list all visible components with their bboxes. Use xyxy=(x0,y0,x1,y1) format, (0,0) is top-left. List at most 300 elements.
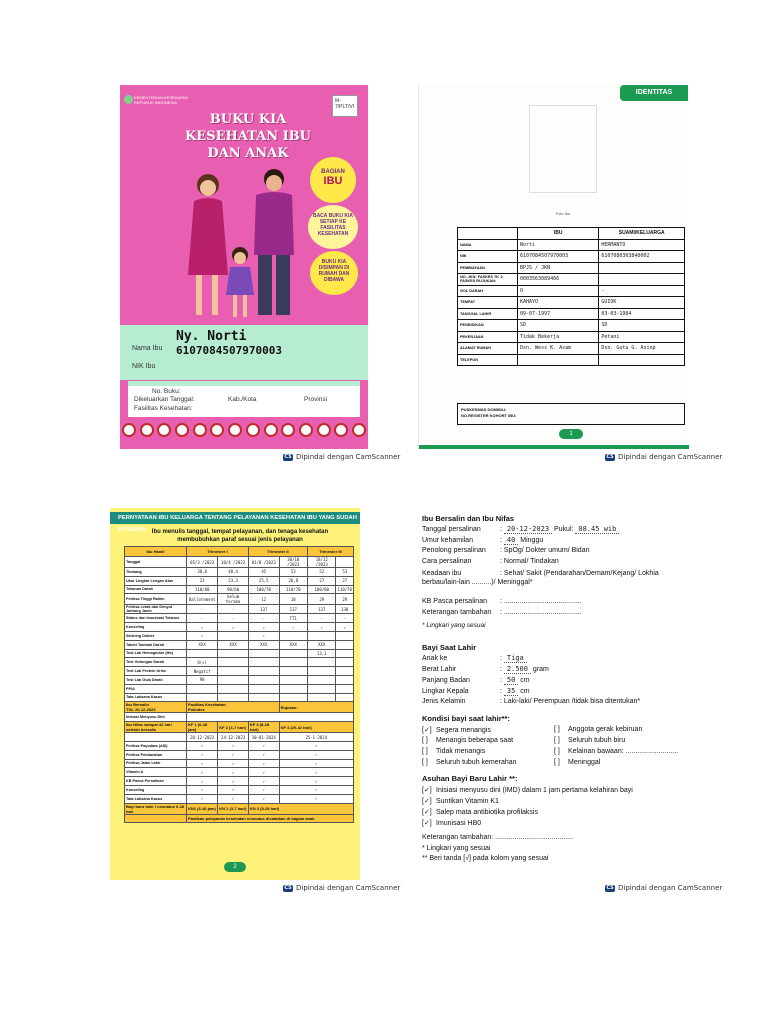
layanan-cell: 40,4 xyxy=(218,568,249,577)
page-number: 1 xyxy=(559,429,583,439)
identity-field: NO. JKN: FASKES TK 1: FASKES RUJUKAN: xyxy=(458,274,518,286)
checkbox-text: Menangis beberapa saat xyxy=(436,737,514,744)
neonatus-head-cell: KN 3 (8-28 hari) xyxy=(248,803,353,814)
bersalin-date: TGL 20-12-2023 xyxy=(126,707,156,713)
layanan-cell: 100/70 xyxy=(248,585,279,594)
layanan-cell: XXX xyxy=(248,640,279,649)
layanan-cell xyxy=(279,693,307,702)
layanan-cell: 18 xyxy=(279,594,307,605)
checkbox-mark: [ ] xyxy=(422,759,428,766)
nifas-check: ✓ xyxy=(187,768,218,777)
anak-value: Tiga xyxy=(504,654,527,663)
nifas-check: ✓ xyxy=(279,785,353,794)
col-field xyxy=(458,228,518,240)
layanan-cell: 138 xyxy=(336,605,354,614)
layanan-intro: Ibu menulis tanggal, tempat pelayanan, dan tenaga kesehatan membubuhkan paraf sesuai jenis pelayanan xyxy=(151,529,329,543)
checkbox-mark: [ ] xyxy=(422,737,428,744)
keterangan2-row: Keterangan tambahan: ........................................ xyxy=(422,834,573,841)
layanan-cell xyxy=(336,631,354,640)
lingkar-row: Lingkar Kepala : 35 cm xyxy=(422,687,530,695)
layanan-cell xyxy=(308,675,336,684)
layanan-row xyxy=(125,557,354,568)
checkbox-text: Kelainan bawaan: ........................... xyxy=(568,748,679,755)
jenis-kelamin-label: Jenis Kelamin xyxy=(422,698,466,705)
layanan-cell xyxy=(279,684,307,693)
nifas-check: ✓ xyxy=(218,741,249,750)
layanan-cell: ✓ xyxy=(248,623,279,632)
register-label: NO.REGISTER KOHORT IBU: xyxy=(461,413,517,418)
identity-field: PEKERJAAN xyxy=(458,331,518,343)
layanan-cell: ✓ xyxy=(279,623,307,632)
nifas-date: 20-12-2023 xyxy=(187,733,218,742)
jenis-kelamin-value: Laki-laki/ Perempuan /tidak bisa ditentukan* xyxy=(503,698,641,705)
mother-nik-value: 6107084507970003 xyxy=(176,344,282,357)
badge-bawa-buku: BUKU KIA DISIMPAN DI RUMAH DAN DIBAWA xyxy=(310,251,358,295)
nifas-date-row xyxy=(125,733,354,742)
rujukan-label: Rujukan: xyxy=(279,702,353,713)
layanan-row xyxy=(125,623,354,632)
layanan-cell: 13,1 xyxy=(308,649,336,658)
camscanner-footer xyxy=(605,884,722,892)
layanan-cell: 110/70 xyxy=(279,585,307,594)
layanan-cell: 01/8 /2023 xyxy=(248,557,279,568)
nifas-date: 10-01-2024 xyxy=(248,733,279,742)
nifas-check: ✓ xyxy=(248,777,279,786)
layanan-row-label: Skrining Dokter xyxy=(125,631,187,640)
nifas-check: ✓ xyxy=(218,768,249,777)
partner-logos xyxy=(122,423,366,437)
nifas-check: ✓ xyxy=(279,794,353,803)
pukul-value: 08.45 wib xyxy=(575,525,619,534)
identity-ibu-value: Norti xyxy=(518,239,599,251)
identity-row xyxy=(458,308,685,320)
kb-row: KB Pasca persalinan : ........................................ xyxy=(422,598,582,605)
camscanner-logo-icon: CS xyxy=(606,453,614,460)
identity-row xyxy=(458,251,685,263)
identity-suami-value xyxy=(599,354,685,366)
identity-suami-value: - xyxy=(599,285,685,297)
layanan-cell: 30/10 /2023 xyxy=(279,557,307,568)
kia-cover-page xyxy=(120,85,368,449)
camscanner-footer xyxy=(283,884,400,892)
layanan-head-cell: Trimester III xyxy=(308,547,354,557)
layanan-cell xyxy=(279,675,307,684)
penolong-row: Penolong persalinan : SpOg/ Dokter umum/ Bidan xyxy=(422,547,590,554)
layanan-cell: - xyxy=(218,614,249,623)
identity-field: TELEPON xyxy=(458,354,518,366)
cover-stamp: M-7/PLT/VI xyxy=(332,95,358,117)
layanan-cell: - xyxy=(308,614,336,623)
nifas-check: ✓ xyxy=(187,777,218,786)
layanan-cell: ✓ xyxy=(187,631,218,640)
kab-kota-label: Kab./Kota xyxy=(228,396,257,403)
lingkar-value: 35 xyxy=(504,687,518,696)
asuhan-title: Asuhan Bayi Baru Lahir **: xyxy=(422,774,518,783)
layanan-cell: ✓ xyxy=(308,623,336,632)
penolong-value: SpOg/ Dokter umum/ Bidan xyxy=(503,547,590,554)
bayi-title: Bayi Saat Lahir xyxy=(422,643,477,652)
cara-row: Cara persalinan : Normal/ Tindakan xyxy=(422,558,559,565)
tanggal-row: Tanggal persalinan : 20-12-2023 Pukul: 08.45 wib xyxy=(422,525,619,533)
identitas-tab: IDENTITAS xyxy=(620,85,688,101)
layanan-cell: 53 xyxy=(336,568,354,577)
checkbox-mark: [ ] xyxy=(554,737,560,744)
layanan-cell: 12 xyxy=(248,594,279,605)
layanan-cell: Negatif xyxy=(187,667,218,676)
partner-logo-icon xyxy=(334,423,348,437)
identity-ibu-value: O xyxy=(518,285,599,297)
neonatus-head-cell: KN1 (6-48 jam) xyxy=(187,803,218,814)
nifas-date-label xyxy=(125,733,187,742)
identity-field: TEMPAT xyxy=(458,297,518,309)
nifas-check: ✓ xyxy=(248,750,279,759)
layanan-cell xyxy=(336,640,354,649)
layanan-cell xyxy=(187,693,218,702)
identity-suami-value: 6107080303840002 xyxy=(599,251,685,263)
layanan-row-label: Test Lab Protein Urine xyxy=(125,667,187,676)
tanggal-value: 20-12-2023 xyxy=(504,525,552,534)
layanan-cell xyxy=(218,667,249,676)
layanan-cell xyxy=(248,675,279,684)
nifas-check: ✓ xyxy=(279,759,353,768)
identity-row xyxy=(458,239,685,251)
badge-baca-buku: BACA BUKU KIA SETIAP KE FASILITAS KESEHATAN xyxy=(308,205,358,249)
partner-logo-icon xyxy=(228,423,242,437)
identity-ibu-value: SD xyxy=(518,320,599,332)
checkbox-mark: [ ] xyxy=(422,748,428,755)
layanan-row xyxy=(125,640,354,649)
layanan-page xyxy=(110,508,360,880)
camscanner-label: Dipindai dengan CamScanner xyxy=(296,453,401,461)
puskesmas-box xyxy=(457,403,685,425)
checkbox-item xyxy=(554,737,625,744)
berat-row: Berat Lahir : 2.500 gram xyxy=(422,665,549,673)
identity-suami-value: Dsn. Gutu G. Asinp xyxy=(599,343,685,355)
checkbox-item xyxy=(422,726,491,734)
pukul-label: Pukul xyxy=(554,526,572,533)
identity-ibu-value: Dsn. Wess K. Asam xyxy=(518,343,599,355)
checkbox-text: Meninggal xyxy=(568,759,601,766)
identity-suami-value xyxy=(599,274,685,286)
nifas-check: ✓ xyxy=(279,741,353,750)
checkbox-item xyxy=(422,797,499,805)
layanan-cell xyxy=(248,667,279,676)
layanan-row-label: Tata Laksana Kasus xyxy=(125,693,187,702)
layanan-cell xyxy=(218,658,249,667)
checkbox-item xyxy=(554,748,678,755)
layanan-cell xyxy=(279,667,307,676)
layanan-cell: - xyxy=(248,614,279,623)
layanan-cell: 110/80 xyxy=(187,585,218,594)
identity-field: GOL DARAH xyxy=(458,285,518,297)
layanan-cell: 23,3 xyxy=(218,576,249,585)
layanan-cell: 53 xyxy=(279,568,307,577)
layanan-cell: Ballotement xyxy=(187,594,218,605)
berat-unit: gram xyxy=(532,666,549,673)
layanan-cell xyxy=(279,658,307,667)
nifas-check: ✓ xyxy=(187,759,218,768)
layanan-cell: 10/4 /2023 xyxy=(218,557,249,568)
nifas-check: ✓ xyxy=(248,768,279,777)
ministry-logo-icon xyxy=(124,95,133,104)
tanggal-label: Tanggal persalinan xyxy=(422,526,481,533)
partner-logo-icon xyxy=(264,423,278,437)
nifas-check: ✓ xyxy=(187,750,218,759)
cara-value: Normal/ Tindakan xyxy=(503,558,559,565)
layanan-row-label: Test Lab Hemoglobin (Hb) xyxy=(125,649,187,658)
checkbox-item xyxy=(422,748,485,755)
identity-ibu-value: KAHAYO xyxy=(518,297,599,309)
layanan-cell xyxy=(279,649,307,658)
badge-ibu-label: IBU xyxy=(323,175,343,187)
checkbox-text: Segera menangis xyxy=(436,727,491,734)
camscanner-footer xyxy=(283,453,400,461)
nifas-check: ✓ xyxy=(248,794,279,803)
checkbox-text: Tidak menangis xyxy=(436,748,486,755)
layanan-cell xyxy=(308,658,336,667)
identity-row xyxy=(458,285,685,297)
layanan-cell: - xyxy=(218,605,249,614)
layanan-cell: - xyxy=(187,605,218,614)
nifas-head-cell: KF 2 (3-7 hari) xyxy=(218,722,249,733)
layanan-cell: 29 xyxy=(308,594,336,605)
panjang-row: Panjang Badan : 50 cm xyxy=(422,676,530,684)
nifas-date: 24-12-2023 xyxy=(218,733,249,742)
nifas-check: ✓ xyxy=(218,750,249,759)
pastikan-row xyxy=(125,814,354,823)
layanan-cell: O(+) xyxy=(187,658,218,667)
nifas-head-cell: KF 1 (6-48 jam) xyxy=(187,722,218,733)
nifas-row xyxy=(125,768,354,777)
layanan-cell xyxy=(308,684,336,693)
partner-logo-icon xyxy=(175,423,189,437)
identity-ibu-value xyxy=(518,354,599,366)
keadaan-value: Sehat/ Sakit (Pendarahan/Demam/Kejang/ Lokhia berbau/lain-lain ..........)/ Meninggal* xyxy=(422,570,659,586)
checkbox-mark: [✓] xyxy=(422,809,432,816)
layanan-row-label: Timbang xyxy=(125,568,187,577)
partner-logo-icon xyxy=(317,423,331,437)
layanan-cell xyxy=(308,693,336,702)
layanan-row xyxy=(125,631,354,640)
keterangan-row: Keterangan tambahan : ........................................ xyxy=(422,609,582,616)
pastikan-note: Pastikan pelayanan kesehatan neonatus dicatatkan di bagian anak xyxy=(187,814,354,823)
layanan-cell: TT1 xyxy=(279,614,307,623)
partner-logo-icon xyxy=(352,423,366,437)
partner-logo-icon xyxy=(140,423,154,437)
layanan-row-label: Periksa Letak dan Denyut Jantung Janin xyxy=(125,605,187,614)
partner-logo-icon xyxy=(299,423,313,437)
identity-row xyxy=(458,297,685,309)
puskesmas-label: PUSKESMAS DOMISILI: xyxy=(461,407,507,412)
mother-name-value: Ny. Norti xyxy=(176,329,247,344)
imd-row xyxy=(125,713,354,722)
cover-title-line2: KESEHATAN IBU DAN ANAK xyxy=(184,129,312,161)
lingkar-unit: cm xyxy=(520,688,530,695)
faskes-label: Fasilitas Kesehatan: xyxy=(134,405,193,412)
layanan-row xyxy=(125,614,354,623)
anak-row: Anak ke : Tiga xyxy=(422,654,527,662)
imd-label: Inisiasi Menyusu Dini xyxy=(125,713,187,722)
layanan-cell xyxy=(248,658,279,667)
layanan-row-label: Tablet Tambah Darah xyxy=(125,640,187,649)
camscanner-logo-icon: CS xyxy=(284,884,292,891)
col-ibu: IBU xyxy=(518,228,599,240)
layanan-head-row xyxy=(125,547,354,557)
checkbox-text: Inisiasi menyusu dini (IMD) dalam 1 jam pertama kelahiran bayi xyxy=(436,787,633,794)
camscanner-logo-icon: CS xyxy=(284,453,292,460)
layanan-row xyxy=(125,585,354,594)
camscanner-footer xyxy=(605,453,722,461)
partner-logo-icon xyxy=(193,423,207,437)
layanan-cell xyxy=(336,693,354,702)
nifas-check: ✓ xyxy=(279,750,353,759)
cover-title-line1: BUKU KIA xyxy=(209,112,287,127)
nifas-row-label: KB Pasca Persalinan xyxy=(125,777,187,786)
layanan-row xyxy=(125,568,354,577)
layanan-cell xyxy=(218,631,249,640)
faskes-cell xyxy=(187,702,280,713)
layanan-cell xyxy=(308,667,336,676)
camscanner-label: Dipindai dengan CamScanner xyxy=(618,884,723,892)
nifas-check: ✓ xyxy=(218,785,249,794)
layanan-cell xyxy=(218,675,249,684)
layanan-row-label: Test Golongan Darah xyxy=(125,658,187,667)
nifas-head-cell: Ibu Nifas sampai 42 hari setelah bersalin xyxy=(125,722,187,733)
nifas-check: ✓ xyxy=(187,741,218,750)
layanan-cell: XXX xyxy=(218,640,249,649)
layanan-cell xyxy=(336,667,354,676)
checkbox-text: Seluruh tubuh biru xyxy=(568,737,626,744)
layanan-cell xyxy=(218,693,249,702)
note-lingkari-2: * Lingkari yang sesuai xyxy=(422,845,491,852)
layanan-row-label: Periksa Tinggi Rahim xyxy=(125,594,187,605)
layanan-cell xyxy=(187,649,218,658)
checkbox-mark: [✓] xyxy=(422,727,432,734)
anak-label: Anak ke xyxy=(422,655,448,662)
identity-field: NAMA xyxy=(458,239,518,251)
layanan-row-label: Test Lab Gula Darah xyxy=(125,675,187,684)
umur-value: 40 xyxy=(504,536,518,545)
layanan-cell: 38,8 xyxy=(187,568,218,577)
nifas-head-row xyxy=(125,722,354,733)
badge-bagian-label: BAGIAN xyxy=(321,169,345,175)
identity-ibu-value: 09-07-1997 xyxy=(518,308,599,320)
layanan-cell: 137 xyxy=(279,605,307,614)
persalinan-title: Ibu Bersalin dan Ibu Nifas xyxy=(422,514,515,523)
layanan-cell: 110/70 xyxy=(337,586,352,592)
mother-nik-label: NIK Ibu xyxy=(132,363,156,370)
nifas-check: ✓ xyxy=(218,777,249,786)
layanan-cell xyxy=(336,557,354,568)
nifas-check: ✓ xyxy=(248,741,279,750)
cara-label: Cara persalinan xyxy=(422,558,472,565)
identity-suami-value xyxy=(599,262,685,274)
layanan-cell xyxy=(187,684,218,693)
layanan-head-cell: Trimester I xyxy=(187,547,249,557)
layanan-cell: 25,5 xyxy=(248,576,279,585)
checkbox-mark: [ ] xyxy=(554,759,560,766)
layanan-cell xyxy=(279,631,307,640)
panjang-label: Panjang Badan xyxy=(422,677,470,684)
checkbox-text: Anggota gerak kebiruan xyxy=(568,726,643,733)
layanan-cell xyxy=(248,693,279,702)
keterangan-label: Keterangan tambahan xyxy=(422,609,492,616)
nifas-row-label: Vitamin A xyxy=(125,768,187,777)
layanan-cell: 23 xyxy=(187,576,218,585)
faskes-value: Polindes xyxy=(188,707,205,713)
identity-row xyxy=(458,274,685,286)
layanan-row-label: Tanggal xyxy=(125,557,187,568)
identity-table xyxy=(457,227,685,366)
identity-suami-value: 03-03-1984 xyxy=(599,308,685,320)
checkbox-item xyxy=(422,737,513,744)
col-suami: SUAMI/KELUARGA xyxy=(599,228,685,240)
layanan-cell: XXX xyxy=(308,640,336,649)
photo-box xyxy=(529,105,597,193)
identity-row xyxy=(458,320,685,332)
ministry-name: KEMENTERIAN KESEHATAN REPUBLIK INDONESIA xyxy=(134,95,188,105)
camscanner-logo-icon: CS xyxy=(606,884,614,891)
checkbox-item xyxy=(554,759,600,766)
nifas-head-cell: KF 4 (29-42 hari) xyxy=(279,722,353,733)
nifas-check: ✓ xyxy=(248,785,279,794)
layanan-table xyxy=(124,546,354,823)
identity-field: PENDIDIKAN xyxy=(458,320,518,332)
layanan-cell: 98 xyxy=(187,675,218,684)
layanan-cell: 26,8 xyxy=(279,576,307,585)
nifas-check: ✓ xyxy=(218,794,249,803)
layanan-cell xyxy=(248,649,279,658)
page-number: 2 xyxy=(224,862,246,872)
kb-label: KB Pasca persalinan xyxy=(422,598,487,605)
checkbox-item xyxy=(554,726,642,733)
photo-label: Foto Ibu xyxy=(555,211,571,216)
nifas-row-label: Tata Laksana Kasus xyxy=(125,794,187,803)
camscanner-label: Dipindai dengan CamScanner xyxy=(296,884,401,892)
partner-logo-icon xyxy=(210,423,224,437)
nifas-row-label: Periksa Pendarahan xyxy=(125,750,187,759)
identity-suami-value: GUIOK xyxy=(599,297,685,309)
layanan-cell xyxy=(218,649,249,658)
keadaan-row: Keadaan ibu : Sehat/ Sakit (Pendarahan/Demam/Kejang/ Lokhia berbau/lain-lain ..........)/ Meninggal* xyxy=(422,570,659,586)
checkbox-text: Suntikan Vitamin K1 xyxy=(436,798,499,805)
layanan-head-cell: Trimester II xyxy=(248,547,307,557)
family-illustration-icon xyxy=(176,155,306,325)
layanan-row xyxy=(125,649,354,658)
keadaan-label: Keadaan ibu xyxy=(422,570,462,577)
no-buku-label: No. Buku: xyxy=(152,388,181,395)
layanan-cell: 27 xyxy=(308,576,336,585)
layanan-cell: ✓ xyxy=(248,631,279,640)
nifas-row-label: Konseling xyxy=(125,785,187,794)
nifas-row xyxy=(125,741,354,750)
checkbox-item xyxy=(422,819,481,827)
checkbox-mark: [✓] xyxy=(422,798,432,805)
layanan-cell: 100/80 xyxy=(308,585,336,594)
bersalin-row xyxy=(125,702,354,713)
layanan-cell: 45 xyxy=(248,568,279,577)
nifas-row-label: Periksa Jalan Lahir xyxy=(125,759,187,768)
layanan-row-label: Konseling xyxy=(125,623,187,632)
layanan-row xyxy=(125,576,354,585)
bersalin-label: Ibu Bersalin xyxy=(126,702,149,708)
umur-label: Umur kehamilan xyxy=(422,537,473,544)
layanan-cell xyxy=(248,684,279,693)
layanan-row-label: Tekanan Darah xyxy=(125,585,187,594)
identity-field: NIK xyxy=(458,251,518,263)
partner-logo-icon xyxy=(281,423,295,437)
layanan-row xyxy=(125,658,354,667)
